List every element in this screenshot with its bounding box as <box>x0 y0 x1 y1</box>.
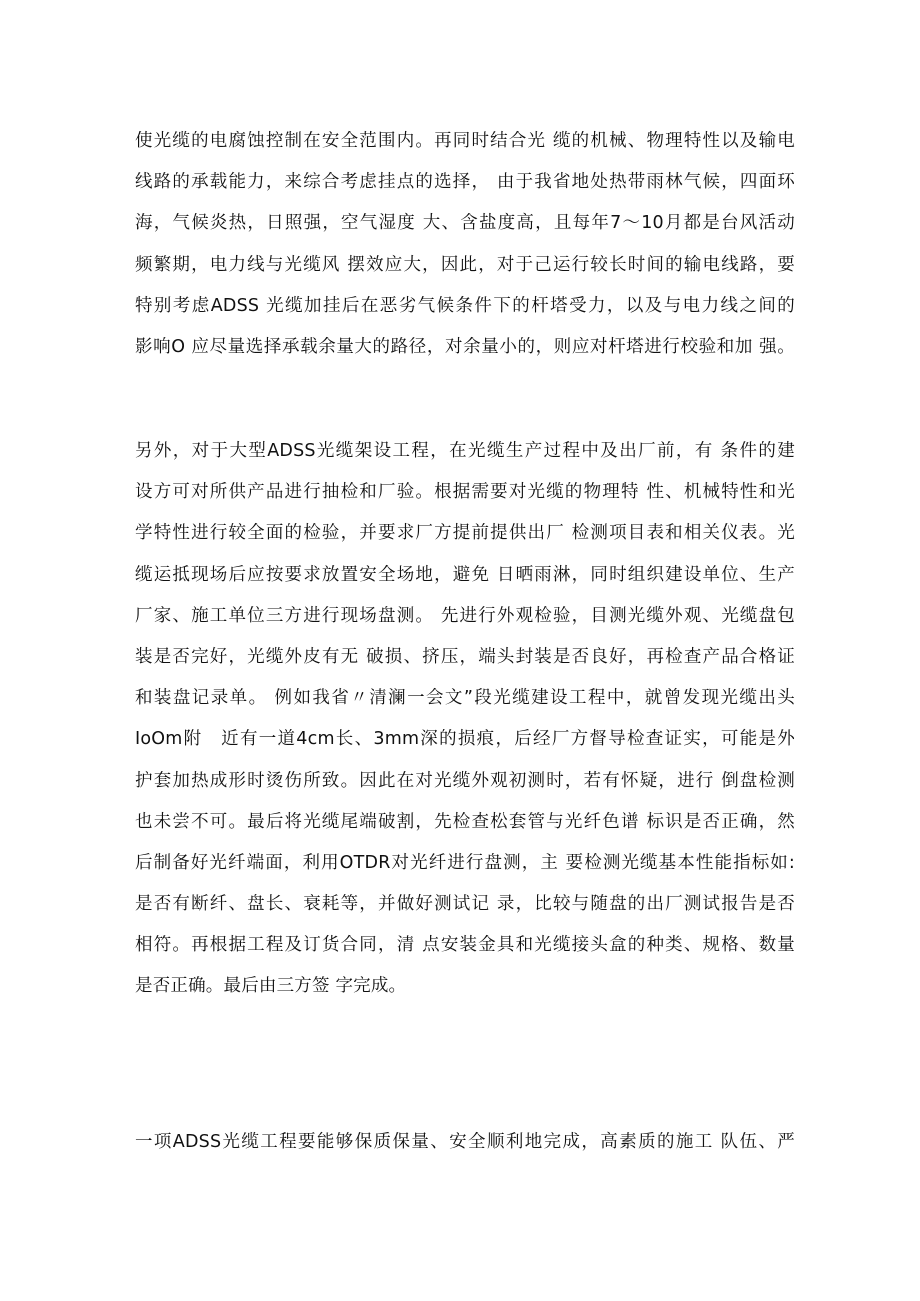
paragraph-line: 一项ADSS光缆工程要能够保质保量、安全顺利地完成，高素质的施工 队伍、严 <box>135 1132 795 1152</box>
paragraph-line: 海，气候炎热，日照强，空气湿度 大、含盐度高，且每年7～10月都是台风活动 <box>135 213 795 234</box>
paragraph-line: 厂家、施工单位三方进行现场盘测。 先进行外观检验，目测光缆外观、光缆盘包 <box>135 605 795 626</box>
paragraph-2 <box>135 431 795 1008</box>
paragraph-line: 缆运抵现场后应按要求放置安全场地，避免 日晒雨淋，同时组织建设单位、生产 <box>135 564 795 585</box>
paragraph-3 <box>135 1122 795 1163</box>
paragraph-line: 特别考虑ADSS 光缆加挂后在恶劣气候条件下的杆塔受力，以及与电力线之间的 <box>135 295 795 316</box>
paragraph-line: 后制备好光纤端面，利用OTDR对光纤进行盘测，主 要检测光缆基本性能指标如: <box>135 852 795 873</box>
paragraph-line: IoOm附 近有一道4cm长、3mm深的损痕，后经厂方督导检查证实，可能是外 <box>135 729 795 750</box>
paragraph-line: 装是否完好，光缆外皮有无 破损、挤压，端头封装是否良好，再检查产品合格证 <box>135 646 795 667</box>
paragraph-line: 也未尝不可。最后将光缆尾端破割，先检查松套管与光纤色谱 标识是否正确，然 <box>135 811 795 832</box>
paragraph-line: 相符。再根据工程及订货合同，清 点安装金具和光缆接头盒的种类、规格、数量 <box>135 935 795 956</box>
paragraph-line: 使光缆的电腐蚀控制在安全范围内。再同时结合光 缆的机械、物理特性以及输电 <box>135 131 795 151</box>
paragraph-line: 线路的承载能力，来综合考虑挂点的选择， 由于我省地处热带雨林气候，四面环 <box>135 172 795 193</box>
paragraph-line: 设方可对所供产品进行抽检和厂验。根据需要对光缆的物理特 性、机械特性和光 <box>135 482 795 503</box>
paragraph-line: 学特性进行较全面的检验，并要求厂方提前提供出厂 检测项目表和相关仪表。光 <box>135 523 795 544</box>
paragraph-line: 是否有断纤、盘长、衰耗等，并做好测试记 录，比较与随盘的出厂测试报告是否 <box>135 894 795 915</box>
paragraph-line: 另外，对于大型ADSS光缆架设工程，在光缆生产过程中及出厂前，有 条件的建 <box>135 441 795 461</box>
paragraph-line: 和装盘记录单。 例如我省〃清澜一会文”段光缆建设工程中，就曾发现光缆出头 <box>135 688 795 709</box>
paragraph-line: 频繁期，电力线与光缆风 摆效应大，因此，对于己运行较长时间的输电线路，要 <box>135 254 795 275</box>
paragraph-line: 护套加热成形时烫伤所致。因此在对光缆外观初测时，若有怀疑，进行 倒盘检测 <box>135 770 795 791</box>
paragraph-line: 是否正确。最后由三方签 字完成。 <box>135 976 407 997</box>
paragraph-line: 影响O 应尽量选择承载余量大的路径，对余量小的，则应对杆塔进行校验和加 强。 <box>135 336 795 357</box>
paragraph-1 <box>135 121 795 368</box>
